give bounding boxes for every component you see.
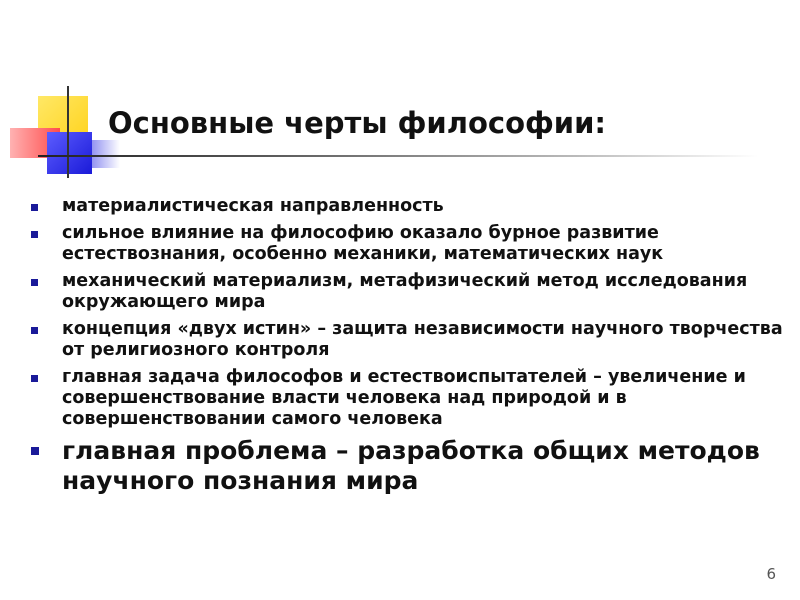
bullet-text: главная проблема – разработка общих методов научного познания мира [62, 436, 760, 495]
bullet-item [24, 319, 784, 361]
slide-title: Основные черты философии: [108, 106, 607, 140]
page-number: 6 [766, 565, 776, 583]
bullet-text: главная задача философов и естествоиспытателей – увеличение и совершенствование власти человека над природой и в совершенствовании самого человека [62, 367, 746, 429]
square-bullet-icon [31, 279, 38, 286]
bullet-item-emphasis [24, 436, 784, 496]
square-bullet-icon [31, 327, 38, 334]
decorative-blue-fade [92, 140, 120, 168]
decorative-vertical-line [67, 86, 69, 178]
bullet-item [24, 223, 784, 265]
square-bullet-icon [31, 204, 38, 211]
bullet-list [24, 196, 784, 502]
bullet-item [24, 271, 784, 313]
square-bullet-icon [31, 447, 39, 455]
bullet-text: концепция «двух истин» – защита независимости научного творчества от религиозного контроля [62, 319, 783, 360]
bullet-item [24, 367, 784, 430]
title-underline [38, 155, 758, 157]
bullet-text: механический материализм, метафизический метод исследования окружающего мира [62, 271, 748, 312]
bullet-text: материалистическая направленность [62, 196, 444, 216]
square-bullet-icon [31, 375, 38, 382]
bullet-item [24, 196, 784, 217]
square-bullet-icon [31, 231, 38, 238]
decorative-blue-square [47, 132, 92, 174]
bullet-text: сильное влияние на философию оказало бурное развитие естествознания, особенно механики, математических наук [62, 223, 664, 264]
